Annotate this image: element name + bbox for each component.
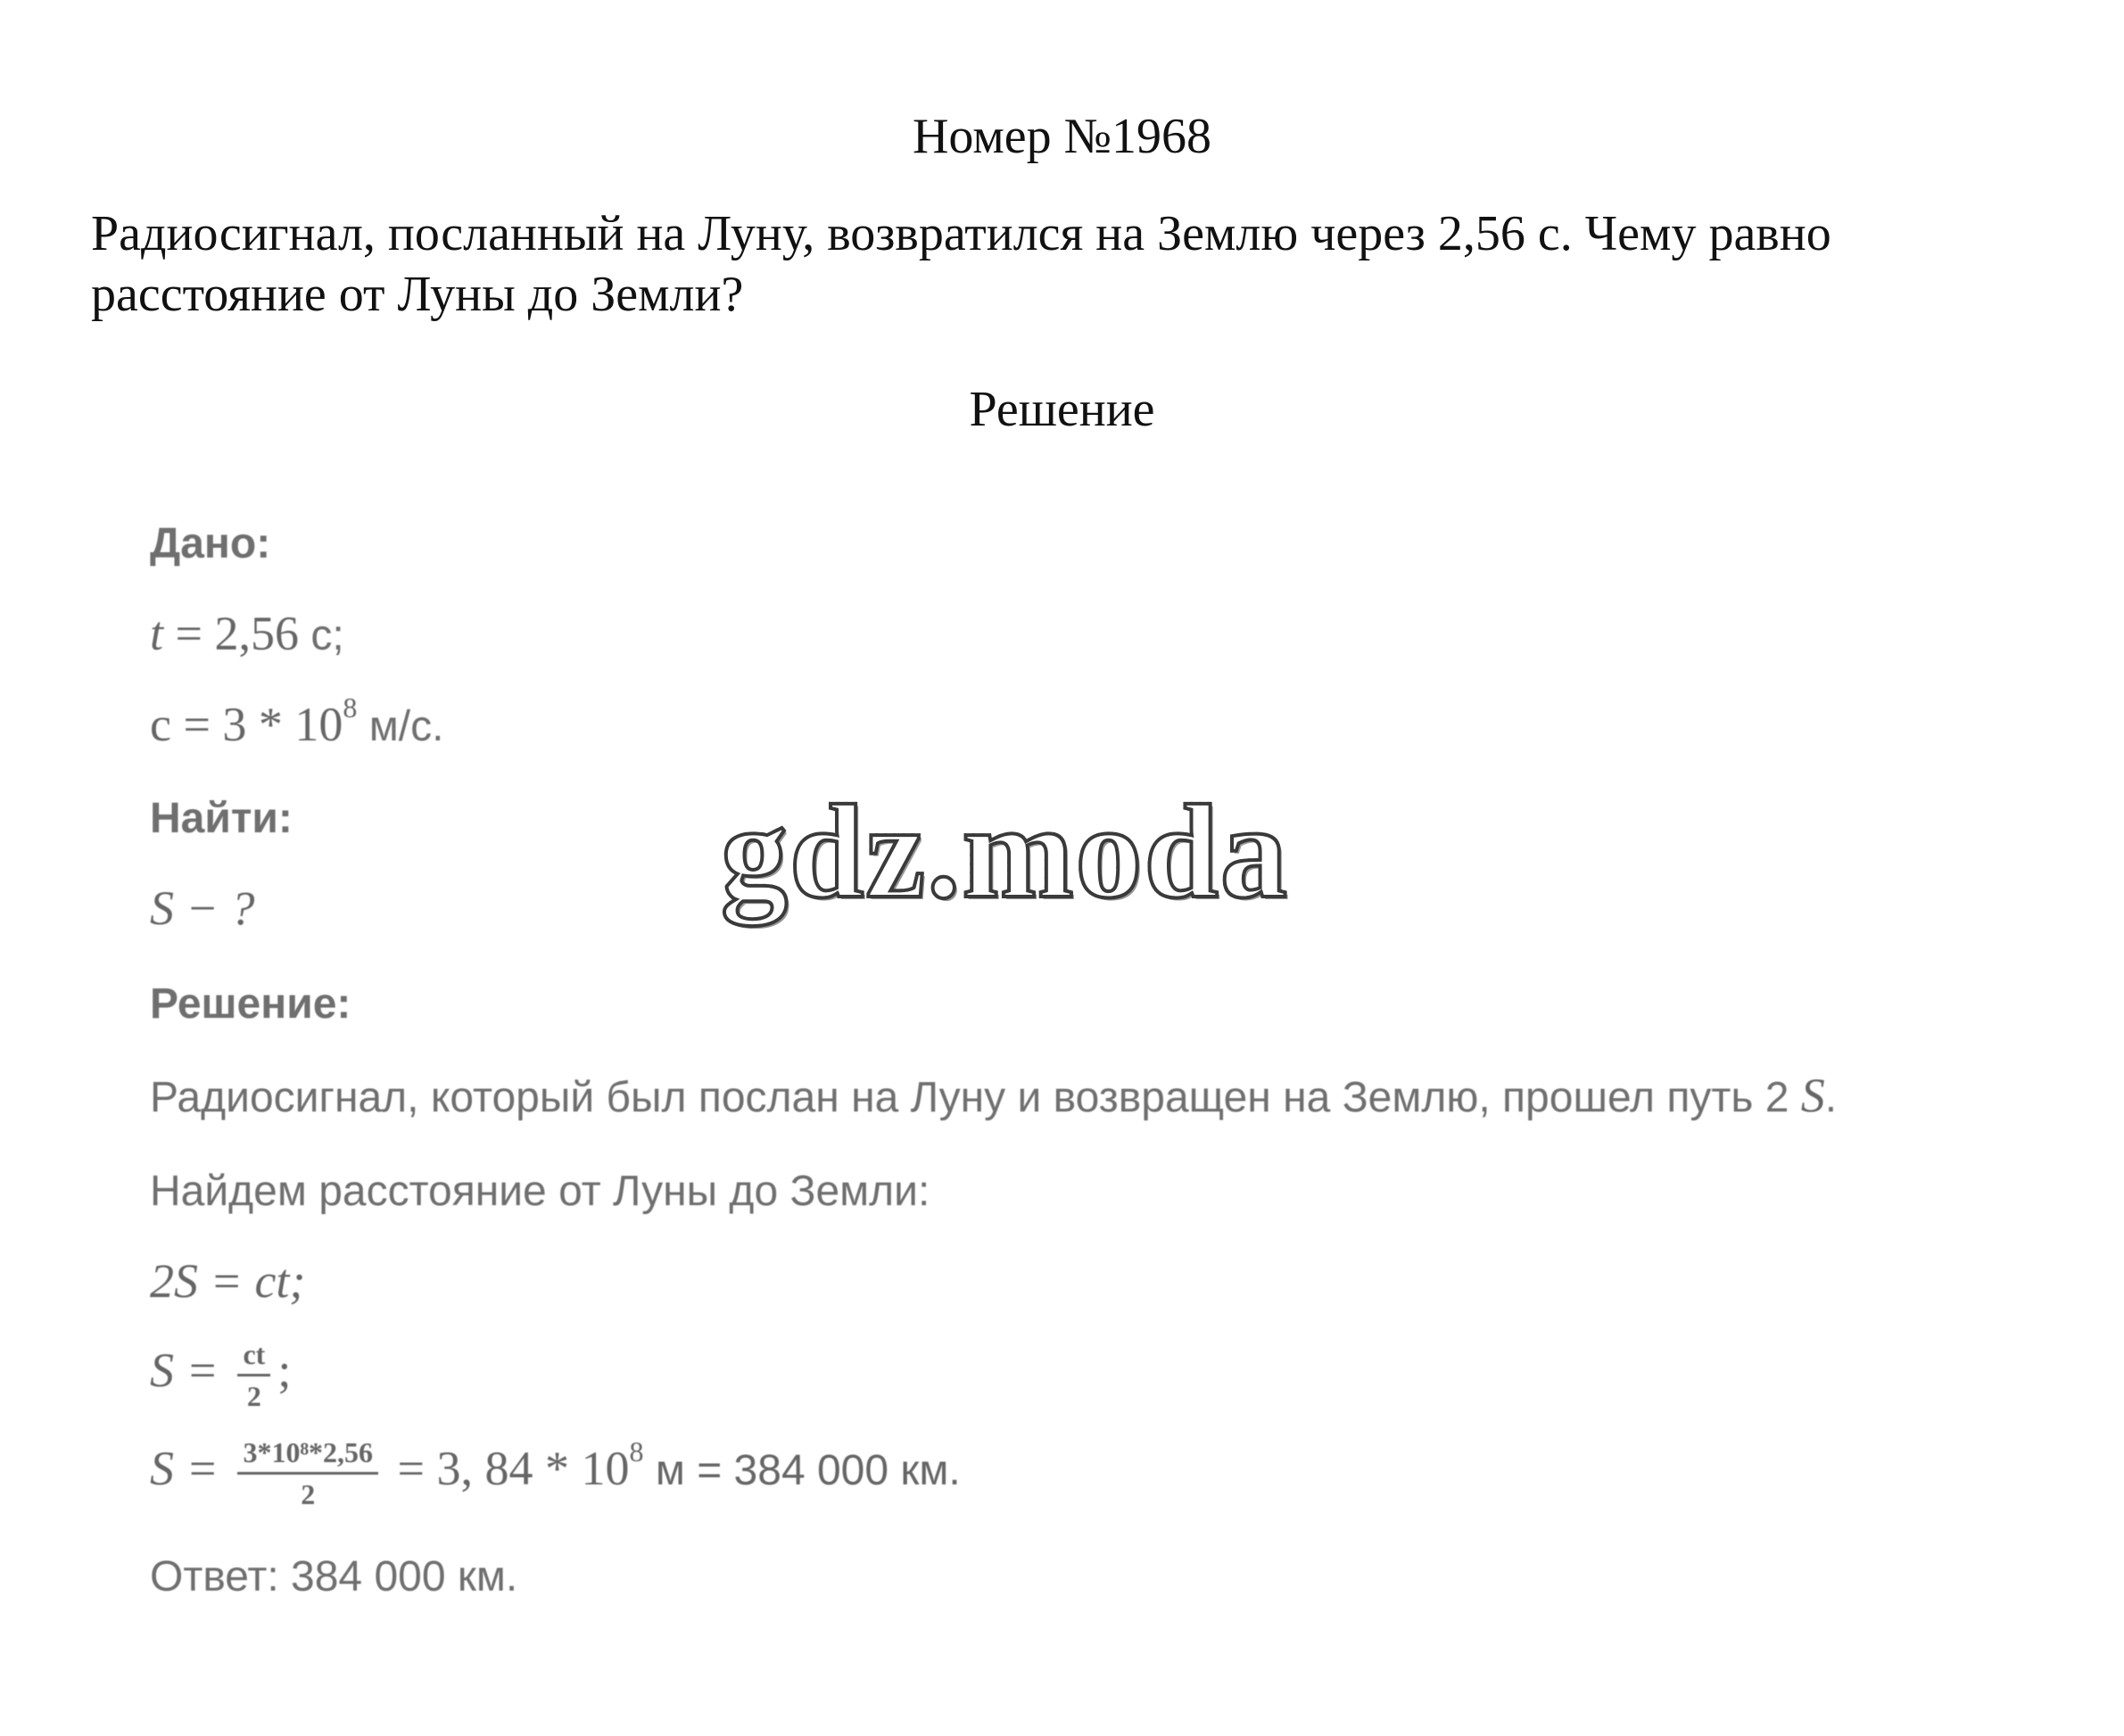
given-time-variable: t [150, 607, 164, 660]
equation-3 [150, 1436, 961, 1510]
find-distance-text: Найдем расстояние от Луны до Земли: [150, 1168, 930, 1215]
answer-text: Ответ: 384 000 км. [150, 1553, 518, 1600]
equation-3-fraction: $\frac{\text{3*10⁸*2,56}}{2}$ [237, 1436, 378, 1510]
equation-2: S = $\frac{ct}{2}$ ; [150, 1338, 292, 1412]
task-text: Радиосигнал, посланный на Луну, возвратился на Землю через 2,56 с. Чему равно расстояние от Луны до Земли? [91, 206, 1831, 322]
find-expression: S − ? [150, 881, 255, 935]
equation-3-end: м = 384 000 км. [643, 1446, 961, 1494]
solution-image [150, 500, 2023, 1624]
given-time-value: = 2,56 [163, 607, 299, 660]
watermark-logo: gdz.moda [721, 778, 1289, 926]
given-time-unit: с; [298, 612, 344, 659]
equation-1: 2S = ct; [150, 1254, 306, 1308]
page-title: Номер №1968 [912, 109, 1212, 164]
given-speed-exponent: 8 [343, 691, 358, 723]
given-time [150, 607, 344, 663]
equation-3-result: = 3, 84 * 10 [397, 1441, 630, 1495]
given-speed-expr: c = 3 * 10 [150, 698, 343, 751]
equation-2-lhs: S = [150, 1343, 219, 1397]
equation-2-fraction: $\frac{ct}{2}$ [237, 1338, 270, 1412]
equation-3-lhs: S = [150, 1441, 219, 1495]
solution-label: Решение: [150, 980, 351, 1028]
solution-heading: Решение [969, 382, 1155, 437]
given-speed [150, 691, 444, 754]
given-label: Дано: [150, 520, 271, 567]
given-speed-unit: м/с. [357, 703, 444, 750]
explanation-variable: S [1800, 1069, 1825, 1122]
equation-3-exponent: 8 [629, 1434, 644, 1467]
find-label: Найти: [150, 795, 293, 842]
explanation-text: Радиосигнал, который был послан на Луну и возвращен на Землю, прошел путь 2 S. [150, 1069, 1838, 1122]
